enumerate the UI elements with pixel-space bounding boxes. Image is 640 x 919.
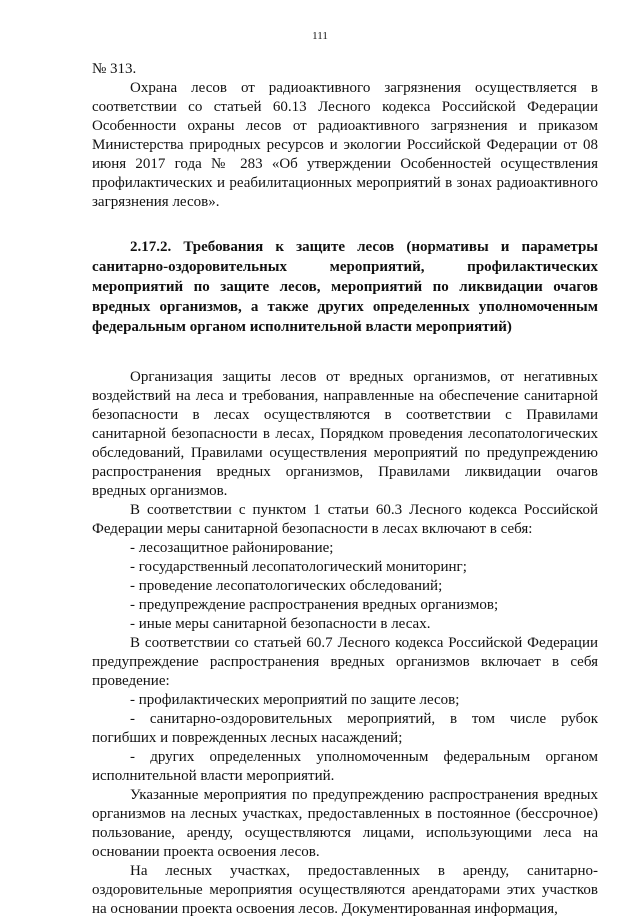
list-item: - других определенных уполномоченным федеральным органом исполнительной власти мероприятий. xyxy=(92,749,598,784)
page-number: 111 xyxy=(312,30,328,42)
paragraph-prevention-intro: В соответствии со статьей 60.7 Лесного кодекса Российской Федерации предупреждение распространения вредных организмов включает в себя проведение: xyxy=(92,635,598,689)
intro-paragraph: Охрана лесов от радиоактивного загрязнения осуществляется в соответствии со статьей 60.13 Лесного кодекса Российской Федерации Особенности охраны лесов от радиоактивного загрязнения и приказом Министерства природных ресурсов и экологии Российской Федерации от 08 июня 2017 года № 283 «Об утверждении Особенностей осуществления профилактических и реабилитационных мероприятий в зонах радиоактивного загрязнения лесов». xyxy=(92,80,598,210)
paragraph-measures-lessees: Указанные мероприятия по предупреждению распространения вредных организмов на лесных участках, предоставленных в постоянное (бессрочное) пользование, аренду, осуществляются лицами, использующими леса на основании проекта освоения лесов. xyxy=(92,787,598,860)
list-item: - санитарно-оздоровительных мероприятий, в том числе рубок погибших и поврежденных лесных насаждений; xyxy=(92,711,598,746)
list-item: - иные меры санитарной безопасности в лесах. xyxy=(130,616,431,632)
list-item: - государственный лесопатологический мониторинг; xyxy=(130,559,467,575)
list-item: - профилактических мероприятий по защите лесов; xyxy=(130,692,460,708)
document-body xyxy=(92,60,598,919)
paragraph-sanitary-lessees: На лесных участках, предоставленных в аренду, санитарно-оздоровительные мероприятия осуществляются арендаторами этих участков на основании проекта освоения лесов. Документированная информация, xyxy=(92,863,598,917)
section-heading: 2.17.2. Требования к защите лесов (нормативы и параметры санитарно-оздоровительных мероприятий, профилактических мероприятий по защите лесов, мероприятий по ликвидации очагов вредных организмов, а также других определенных уполномоченным федеральным органом исполнительной власти мероприятий) xyxy=(92,239,598,335)
list-item: - лесозащитное районирование; xyxy=(130,540,334,556)
paragraph-measures-intro: В соответствии с пунктом 1 статьи 60.3 Лесного кодекса Российской Федерации меры санитарной безопасности в лесах включают в себя: xyxy=(92,502,598,537)
intro-line: № 313. xyxy=(92,61,137,77)
paragraph-organization: Организация защиты лесов от вредных организмов, от негативных воздействий на леса и требования, направленные на обеспечение санитарной безопасности в лесах осуществляются в соответствии с Правилами санитарной безопасности в лесах, Порядком проведения лесопатологических обследований, Правилами осуществления мероприятий по предупреждению распространения вредных организмов, Правилами ликвидации очагов вредных организмов. xyxy=(92,369,598,499)
list-item: - предупреждение распространения вредных организмов; xyxy=(130,597,499,613)
list-item: - проведение лесопатологических обследований; xyxy=(130,578,443,594)
